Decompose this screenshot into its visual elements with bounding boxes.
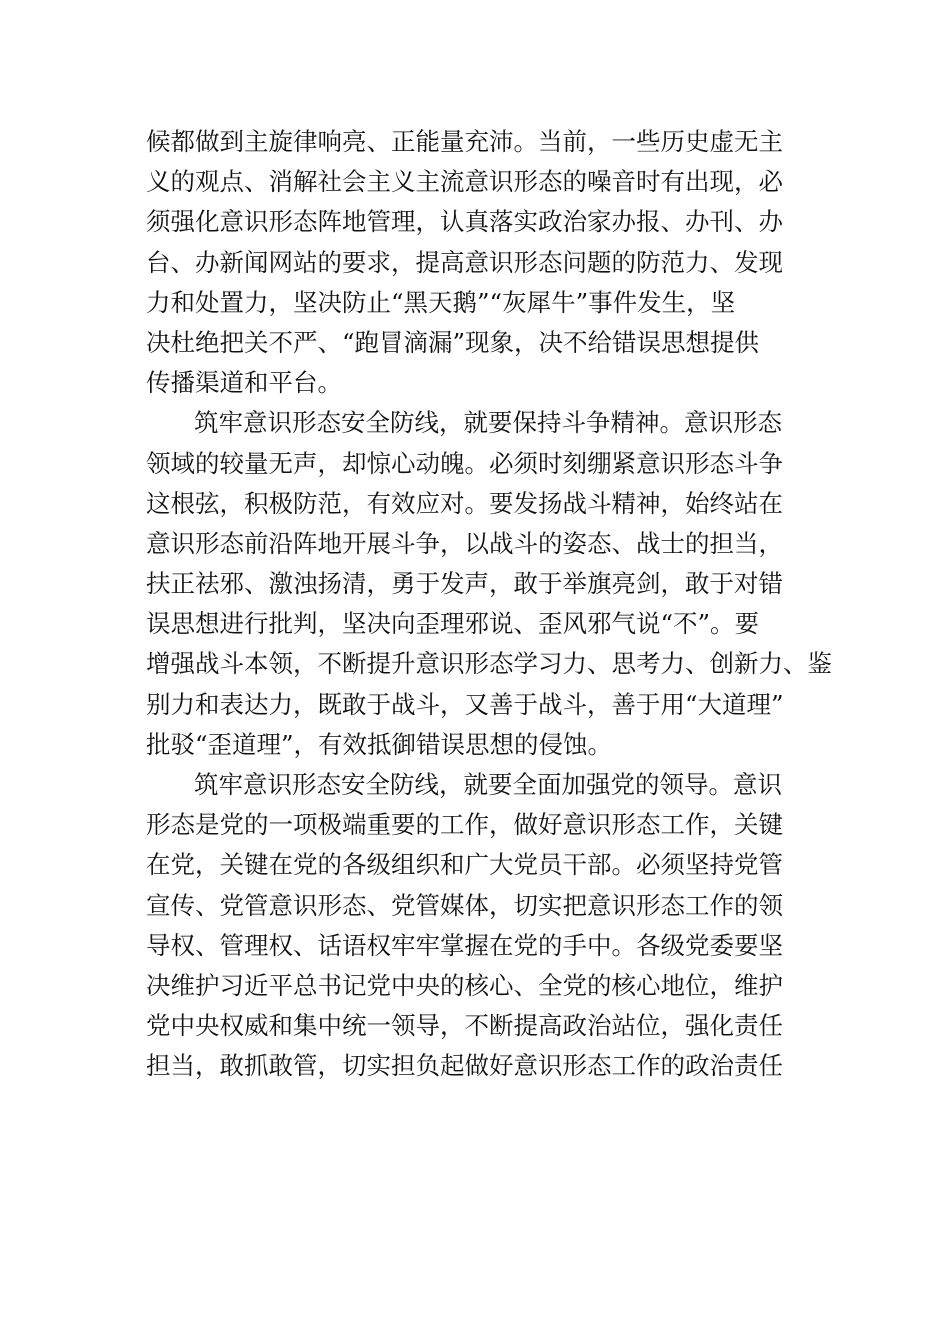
- text-line: 候都做到主旋律响亮、正能量充沛。当前，一些历史虚无主: [146, 127, 783, 156]
- text-line: 别力和表达力，既敢于战斗，又善于战斗，善于用“大道理”: [146, 689, 784, 719]
- text-line: 党中央权威和集中统一领导，不断提高政治站位，强化责任: [146, 1011, 783, 1041]
- text-line: 误思想进行批判，坚决向歪理邪说、歪风邪气说“不”。要: [146, 609, 760, 639]
- text-line: 导权、管理权、话语权牢牢掌握在党的手中。各级党委要坚: [146, 930, 783, 960]
- text-line: 宣传、党管意识形态、党管媒体，切实把意识形态工作的领: [146, 890, 783, 920]
- paragraph-start-line: 筑牢意识形态安全防线，就要全面加强党的领导。意识: [194, 770, 782, 799]
- text-line: 台、办新闻网站的要求，提高意识形态问题的防范力、发现: [146, 247, 783, 277]
- text-line: 形态是党的一项极端重要的工作，做好意识形态工作，关键: [146, 810, 783, 840]
- body-text: [146, 122, 832, 1087]
- text-line: 义的观点、消解社会主义主流意识形态的噪音时有出现，必: [146, 167, 783, 197]
- paragraph-start-line: 筑牢意识形态安全防线，就要保持斗争精神。意识形态: [194, 408, 782, 438]
- text-line: 批驳“歪道理”，有效抵御错误思想的侵蚀。: [146, 729, 613, 759]
- text-line: 在党，关键在党的各级组织和广大党员干部。必须坚持党管: [146, 850, 783, 880]
- text-line: 决维护习近平总书记党中央的核心、全党的核心地位，维护: [146, 970, 783, 1000]
- text-line: 决杜绝把关不严、“跑冒滴漏”现象，决不给错误思想提供: [146, 327, 760, 357]
- text-line: 领域的较量无声，却惊心动魄。必须时刻绷紧意识形态斗争: [146, 448, 783, 478]
- text-line: 力和处置力，坚决防止“黑天鹅”“灰犀牛”事件发生，坚: [146, 287, 736, 317]
- text-line: 担当，敢抓敢管，切实担负起做好意识形态工作的政治责任: [146, 1051, 783, 1081]
- text-line: 须强化意识形态阵地管理，认真落实政治家办报、办刊、办: [146, 207, 783, 237]
- text-line: 扶正祛邪、激浊扬清，勇于发声，敢于举旗亮剑，敢于对错: [146, 569, 783, 599]
- text-line: 这根弦，积极防范，有效应对。要发扬战斗精神，始终站在: [146, 488, 783, 518]
- text-line: 意识形态前沿阵地开展斗争，以战斗的姿态、战士的担当，: [146, 528, 783, 558]
- text-line: 传播渠道和平台。: [146, 368, 342, 398]
- text-line: 增强战斗本领，不断提升意识形态学习力、思考力、创新力、鉴: [146, 649, 832, 679]
